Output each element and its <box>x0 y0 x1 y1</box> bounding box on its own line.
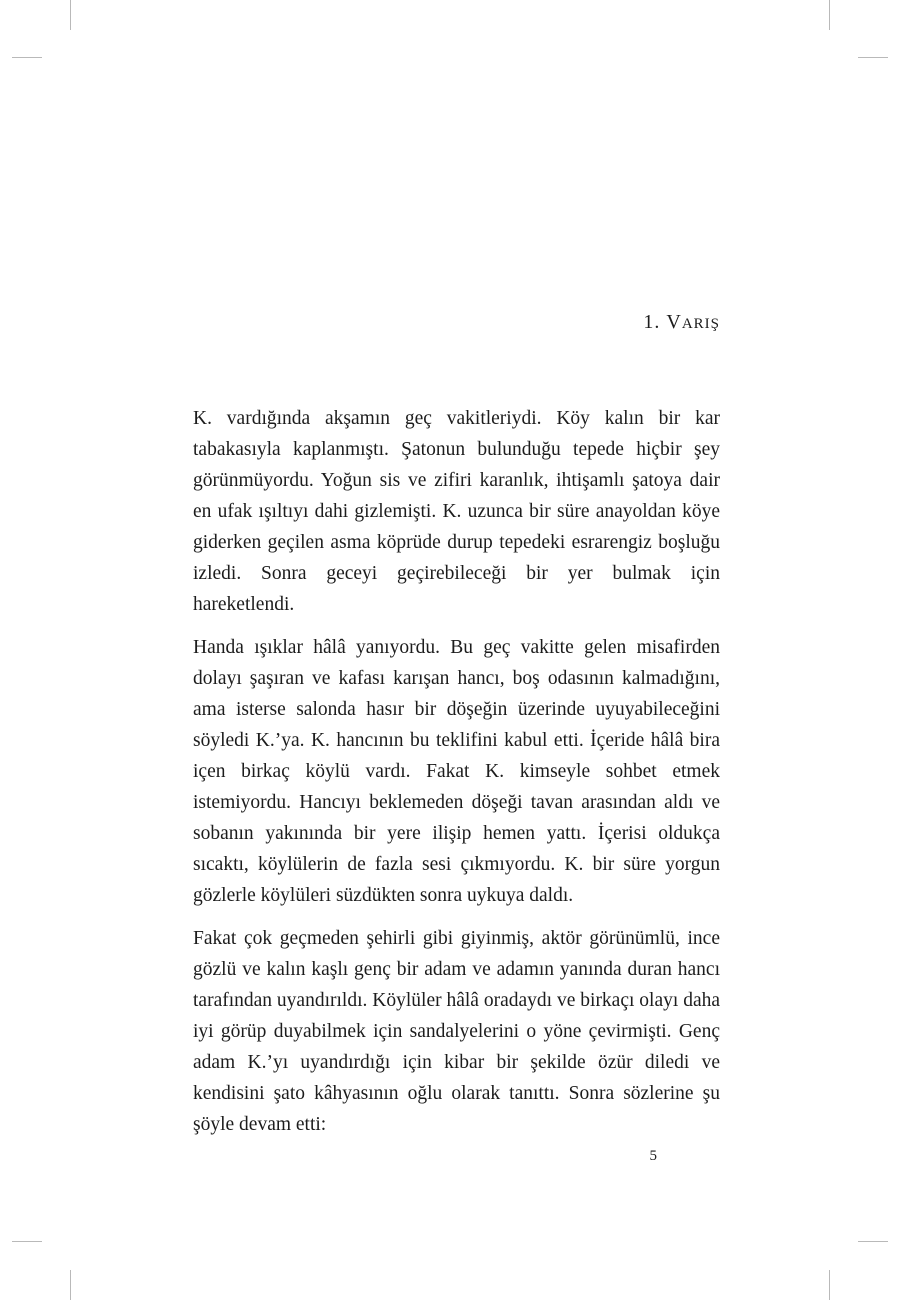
crop-mark-bottom-right-horizontal <box>858 1241 888 1242</box>
crop-mark-bottom-left <box>70 1270 71 1300</box>
chapter-title-initial: V <box>666 311 682 333</box>
chapter-body <box>193 403 720 1152</box>
chapter-title-rest: ARIŞ <box>681 316 720 332</box>
crop-mark-top-left-horizontal <box>12 57 42 58</box>
chapter-number: 1. <box>643 311 661 333</box>
paragraph-1: K. vardığında akşamın geç vakitleriydi. Köy kalın bir kar tabakasıyla kaplanmıştı. Şatonun bulunduğu tepede hiçbir şey görünmüyordu. Yoğun sis ve zifiri karanlık, ihtişamlı şatoya dair en ufak ışıltıyı dahi gizlemişti. K. uzunca bir süre anayoldan köye giderken geçilen asma köprüde durup tepedeki esrarengiz boşluğu izledi. Sonra geceyi geçirebileceği bir yer bulmak için hareketlendi. <box>193 408 720 615</box>
page-number: 5 <box>649 1148 657 1164</box>
crop-mark-top-right-horizontal <box>858 57 888 58</box>
crop-mark-bottom-left-horizontal <box>12 1241 42 1242</box>
crop-mark-top-left <box>70 0 71 30</box>
crop-mark-top-right <box>829 0 830 30</box>
paragraph-2: Handa ışıklar hâlâ yanıyordu. Bu geç vakitte gelen misafirden dolayı şaşıran ve kafası karışan hancı, boş odasının kalmadığını, ama isterse salonda hasır bir döşeğin üzerinde uyuyabileceğini söyledi K.’ya. K. hancının bu teklifini kabul etti. İçeride hâlâ bira içen birkaç köylü vardı. Fakat K. kimseyle sohbet etmek istemiyordu. Hancıyı beklemeden döşeği tavan arasından aldı ve sobanın yakınında bir yere ilişip hemen yattı. İçerisi oldukça sıcaktı, köylülerin de fazla sesi çıkmıyordu. K. bir süre yorgun gözlerle köylüleri süzdükten sonra uykuya daldı. <box>193 637 720 906</box>
crop-mark-bottom-right <box>829 1270 830 1300</box>
paragraph-3: Fakat çok geçmeden şehirli gibi giyinmiş, aktör görünümlü, ince gözlü ve kalın kaşlı genç bir adam ve adamın yanında duran hancı tarafından uyandırıldı. Köylüler hâlâ oradaydı ve birkaçı olayı daha iyi görüp duyabilmek için sandalyelerini o yöne çevirmişti. Genç adam K.’yı uyandırdığı için kibar bir şekilde özür diledi ve kendisini şato kâhyasının oğlu olarak tanıttı. Sonra sözlerine şu şöyle devam etti: <box>193 928 720 1135</box>
chapter-title <box>560 311 720 334</box>
